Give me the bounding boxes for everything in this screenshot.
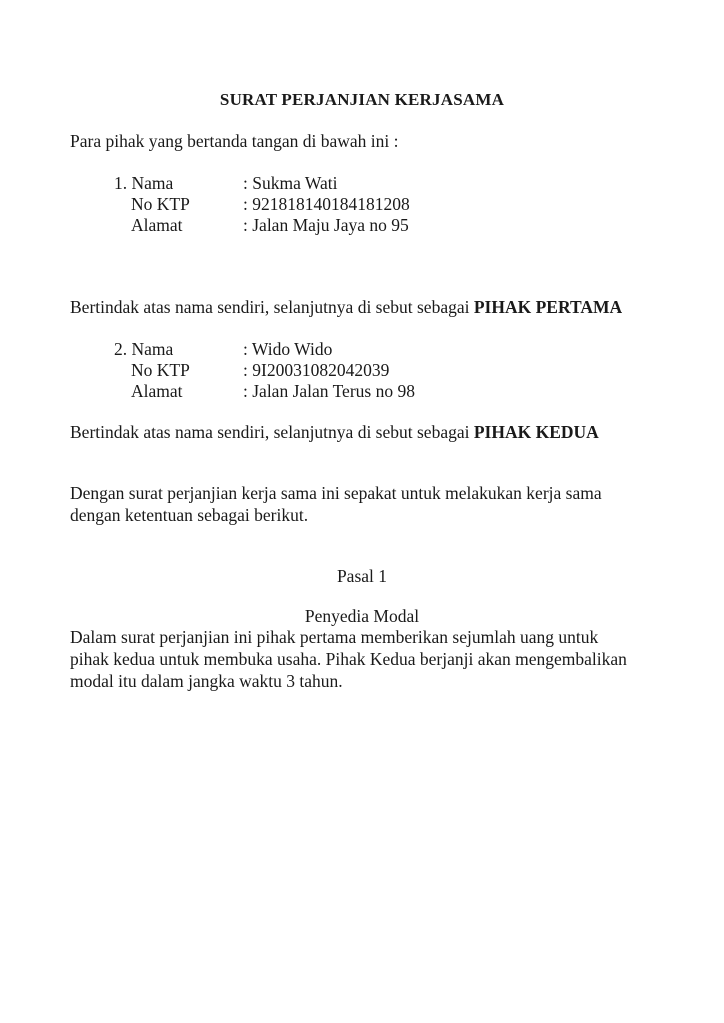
party-2-role-text: Bertindak atas nama sendiri, selanjutnya di sebut sebagai xyxy=(70,422,474,442)
party-1-name-value: : Sukma Wati xyxy=(243,173,338,193)
party-1-name-label: 1. Nama xyxy=(114,173,174,193)
party-2-address-label: Alamat xyxy=(131,381,183,401)
document-title: SURAT PERJANJIAN KERJASAMA xyxy=(219,90,505,109)
party-1-role-line xyxy=(70,296,670,318)
agreement-line-1: Dengan surat perjanjian kerja sama ini sepakat untuk melakukan kerja sama xyxy=(70,483,602,503)
party-2-ktp-label: No KTP xyxy=(131,360,190,380)
agreement-line-2: dengan ketentuan sebagai berikut. xyxy=(70,505,309,525)
party-1-role-text: Bertindak atas nama sendiri, selanjutnya di sebut sebagai xyxy=(70,297,474,317)
party-2-name-label: 2. Nama xyxy=(114,339,174,359)
pasal-body-line-3: modal itu dalam jangka waktu 3 tahun. xyxy=(70,671,343,691)
party-2-ktp-value: : 9I20031082042039 xyxy=(243,360,390,380)
pasal-heading: Penyedia Modal xyxy=(304,606,420,626)
pasal-body-line-2: pihak kedua untuk membuka usaha. Pihak Kedua berjanji akan mengembalikan xyxy=(70,649,627,669)
party-1-role: PIHAK PERTAMA xyxy=(473,297,623,317)
party-1-ktp-value: : 921818140184181208 xyxy=(243,194,410,214)
party-2-address-value: : Jalan Jalan Terus no 98 xyxy=(243,381,415,401)
party-2-role: PIHAK KEDUA xyxy=(473,422,599,442)
party-1-address-value: : Jalan Maju Jaya no 95 xyxy=(243,215,409,235)
pasal-body-line-1: Dalam surat perjanjian ini pihak pertama memberikan sejumlah uang untuk xyxy=(70,627,599,647)
party-2-role-line xyxy=(70,421,670,443)
intro-text: Para pihak yang bertanda tangan di bawah ini : xyxy=(70,131,399,151)
party-1-ktp-label: No KTP xyxy=(131,194,190,214)
party-1-address-label: Alamat xyxy=(131,215,183,235)
pasal-number: Pasal 1 xyxy=(336,566,388,586)
party-2-name-value: : Wido Wido xyxy=(243,339,333,359)
